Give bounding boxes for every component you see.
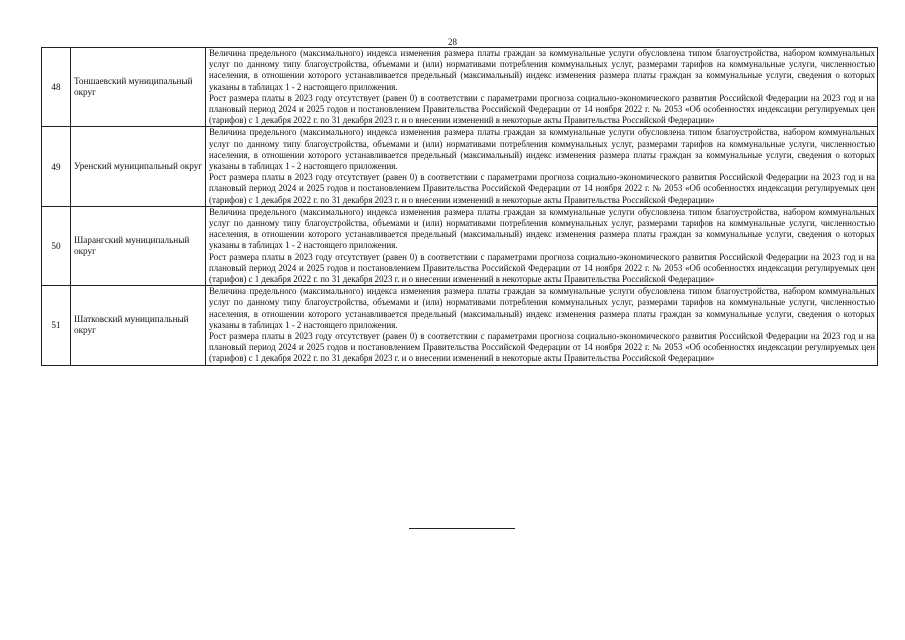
municipality-name: Тоншаевский муниципальный округ	[71, 48, 206, 127]
data-table	[41, 47, 878, 366]
municipality-name: Уренский муниципальный округ	[71, 127, 206, 206]
description-paragraph-2: Рост размера платы в 2023 году отсутствует (равен 0) в соответствии с параметрами прогноза социально-экономического развития Российской Федерации на 2023 год и на плановый период 2024 и 2025 годов и постановлением Правительства Российской Федерации от 14 ноября 2022 г. № 2053 «Об особенностях индексации регулируемых цен (тарифов) с 1 декабря 2022 г. по 31 декабря 2023 г. и о внесении изменений в некоторые акты Правительства Российской Федерации»	[209, 92, 875, 126]
description-paragraph-2: Рост размера платы в 2023 году отсутствует (равен 0) в соответствии с параметрами прогноза социально-экономического развития Российской Федерации на 2023 год и на плановый период 2024 и 2025 годов и постановлением Правительства Российской Федерации от 14 ноября 2022 г. № 2053 «Об особенностях индексации регулируемых цен (тарифов) с 1 декабря 2022 г. по 31 декабря 2023 г. и о внесении изменений в некоторые акты Правительства Российской Федерации»	[209, 172, 875, 205]
row-number: 51	[42, 286, 71, 365]
table-row	[42, 206, 878, 285]
description-paragraph-2: Рост размера платы в 2023 году отсутствует (равен 0) в соответствии с параметрами прогноза социально-экономического развития Российской Федерации на 2023 год и на плановый период 2024 и 2025 годов и постановлением Правительства Российской Федерации от 14 ноября 2022 г. № 2053 «Об особенностях индексации регулируемых цен (тарифов) с 1 декабря 2022 г. по 31 декабря 2023 г. и о внесении изменений в некоторые акты Правительства Российской Федерации»	[209, 331, 875, 364]
description-cell	[206, 127, 878, 206]
description-paragraph-1: Величина предельного (максимального) индекса изменения размера платы граждан за коммунальные услуги обусловлена типом благоустройства, набором коммунальных услуг по данному типу благоустройства, объемами и (или) нормативами потребления коммунальных услуг, размерами тарифов на коммунальные услуги, численностью населения, в отношении которого устанавливается предельный (максимальный) индекс изменения размера платы граждан за коммунальные услуги, сведения о которых указаны в таблицах 1 - 2 настоящего приложения.	[209, 286, 875, 330]
municipality-name: Шарангский муниципальный округ	[71, 206, 206, 285]
description-paragraph-1: Величина предельного (максимального) индекса изменения размера платы граждан за коммунальные услуги обусловлена типом благоустройства, набором коммунальных услуг по данному типу благоустройства, объемами и (или) нормативами потребления коммунальных услуг, размерами тарифов на коммунальные услуги, численностью населения, в отношении которого устанавливается предельный (максимальный) индекс изменения размера платы граждан за коммунальные услуги, сведения о которых указаны в таблицах 1 - 2 настоящего приложения.	[209, 48, 875, 92]
row-number: 48	[42, 48, 71, 127]
description-paragraph-1: Величина предельного (максимального) индекса изменения размера платы граждан за коммунальные услуги обусловлена типом благоустройства, набором коммунальных услуг по данному типу благоустройства, объемами и (или) нормативами потребления коммунальных услуг, размерами тарифов на коммунальные услуги, численностью населения, в отношении которого устанавливается предельный (максимальный) индекс изменения размера платы граждан за коммунальные услуги, сведения о которых указаны в таблицах 1 - 2 настоящего приложения.	[209, 206, 875, 251]
description-cell	[206, 48, 878, 127]
page-number: 28	[448, 37, 457, 47]
footer-divider	[409, 528, 515, 529]
row-number: 49	[42, 127, 71, 206]
table-row	[42, 286, 878, 365]
table-row	[42, 48, 878, 127]
description-cell	[206, 206, 878, 285]
municipality-name: Шатковский муниципальный округ	[71, 286, 206, 365]
description-paragraph-2: Рост размера платы в 2023 году отсутствует (равен 0) в соответствии с параметрами прогноза социально-экономического развития Российской Федерации на 2023 год и на плановый период 2024 и 2025 годов и постановлением Правительства Российской Федерации от 14 ноября 2022 г. № 2053 «Об особенностях индексации регулируемых цен (тарифов) с 1 декабря 2022 г. по 31 декабря 2023 г. и о внесении изменений в некоторые акты Правительства Российской Федерации»	[209, 251, 875, 285]
description-cell	[206, 286, 878, 365]
table-row	[42, 127, 878, 206]
row-number: 50	[42, 206, 71, 285]
description-paragraph-1: Величина предельного (максимального) индекса изменения размера платы граждан за коммунальные услуги обусловлена типом благоустройства, набором коммунальных услуг по данному типу благоустройства, объемами и (или) нормативами потребления коммунальных услуг, размерами тарифов на коммунальные услуги, численностью населения, в отношении которого устанавливается предельный (максимальный) индекс изменения размера платы граждан за коммунальные услуги, сведения о которых указаны в таблицах 1 - 2 настоящего приложения.	[209, 127, 875, 172]
